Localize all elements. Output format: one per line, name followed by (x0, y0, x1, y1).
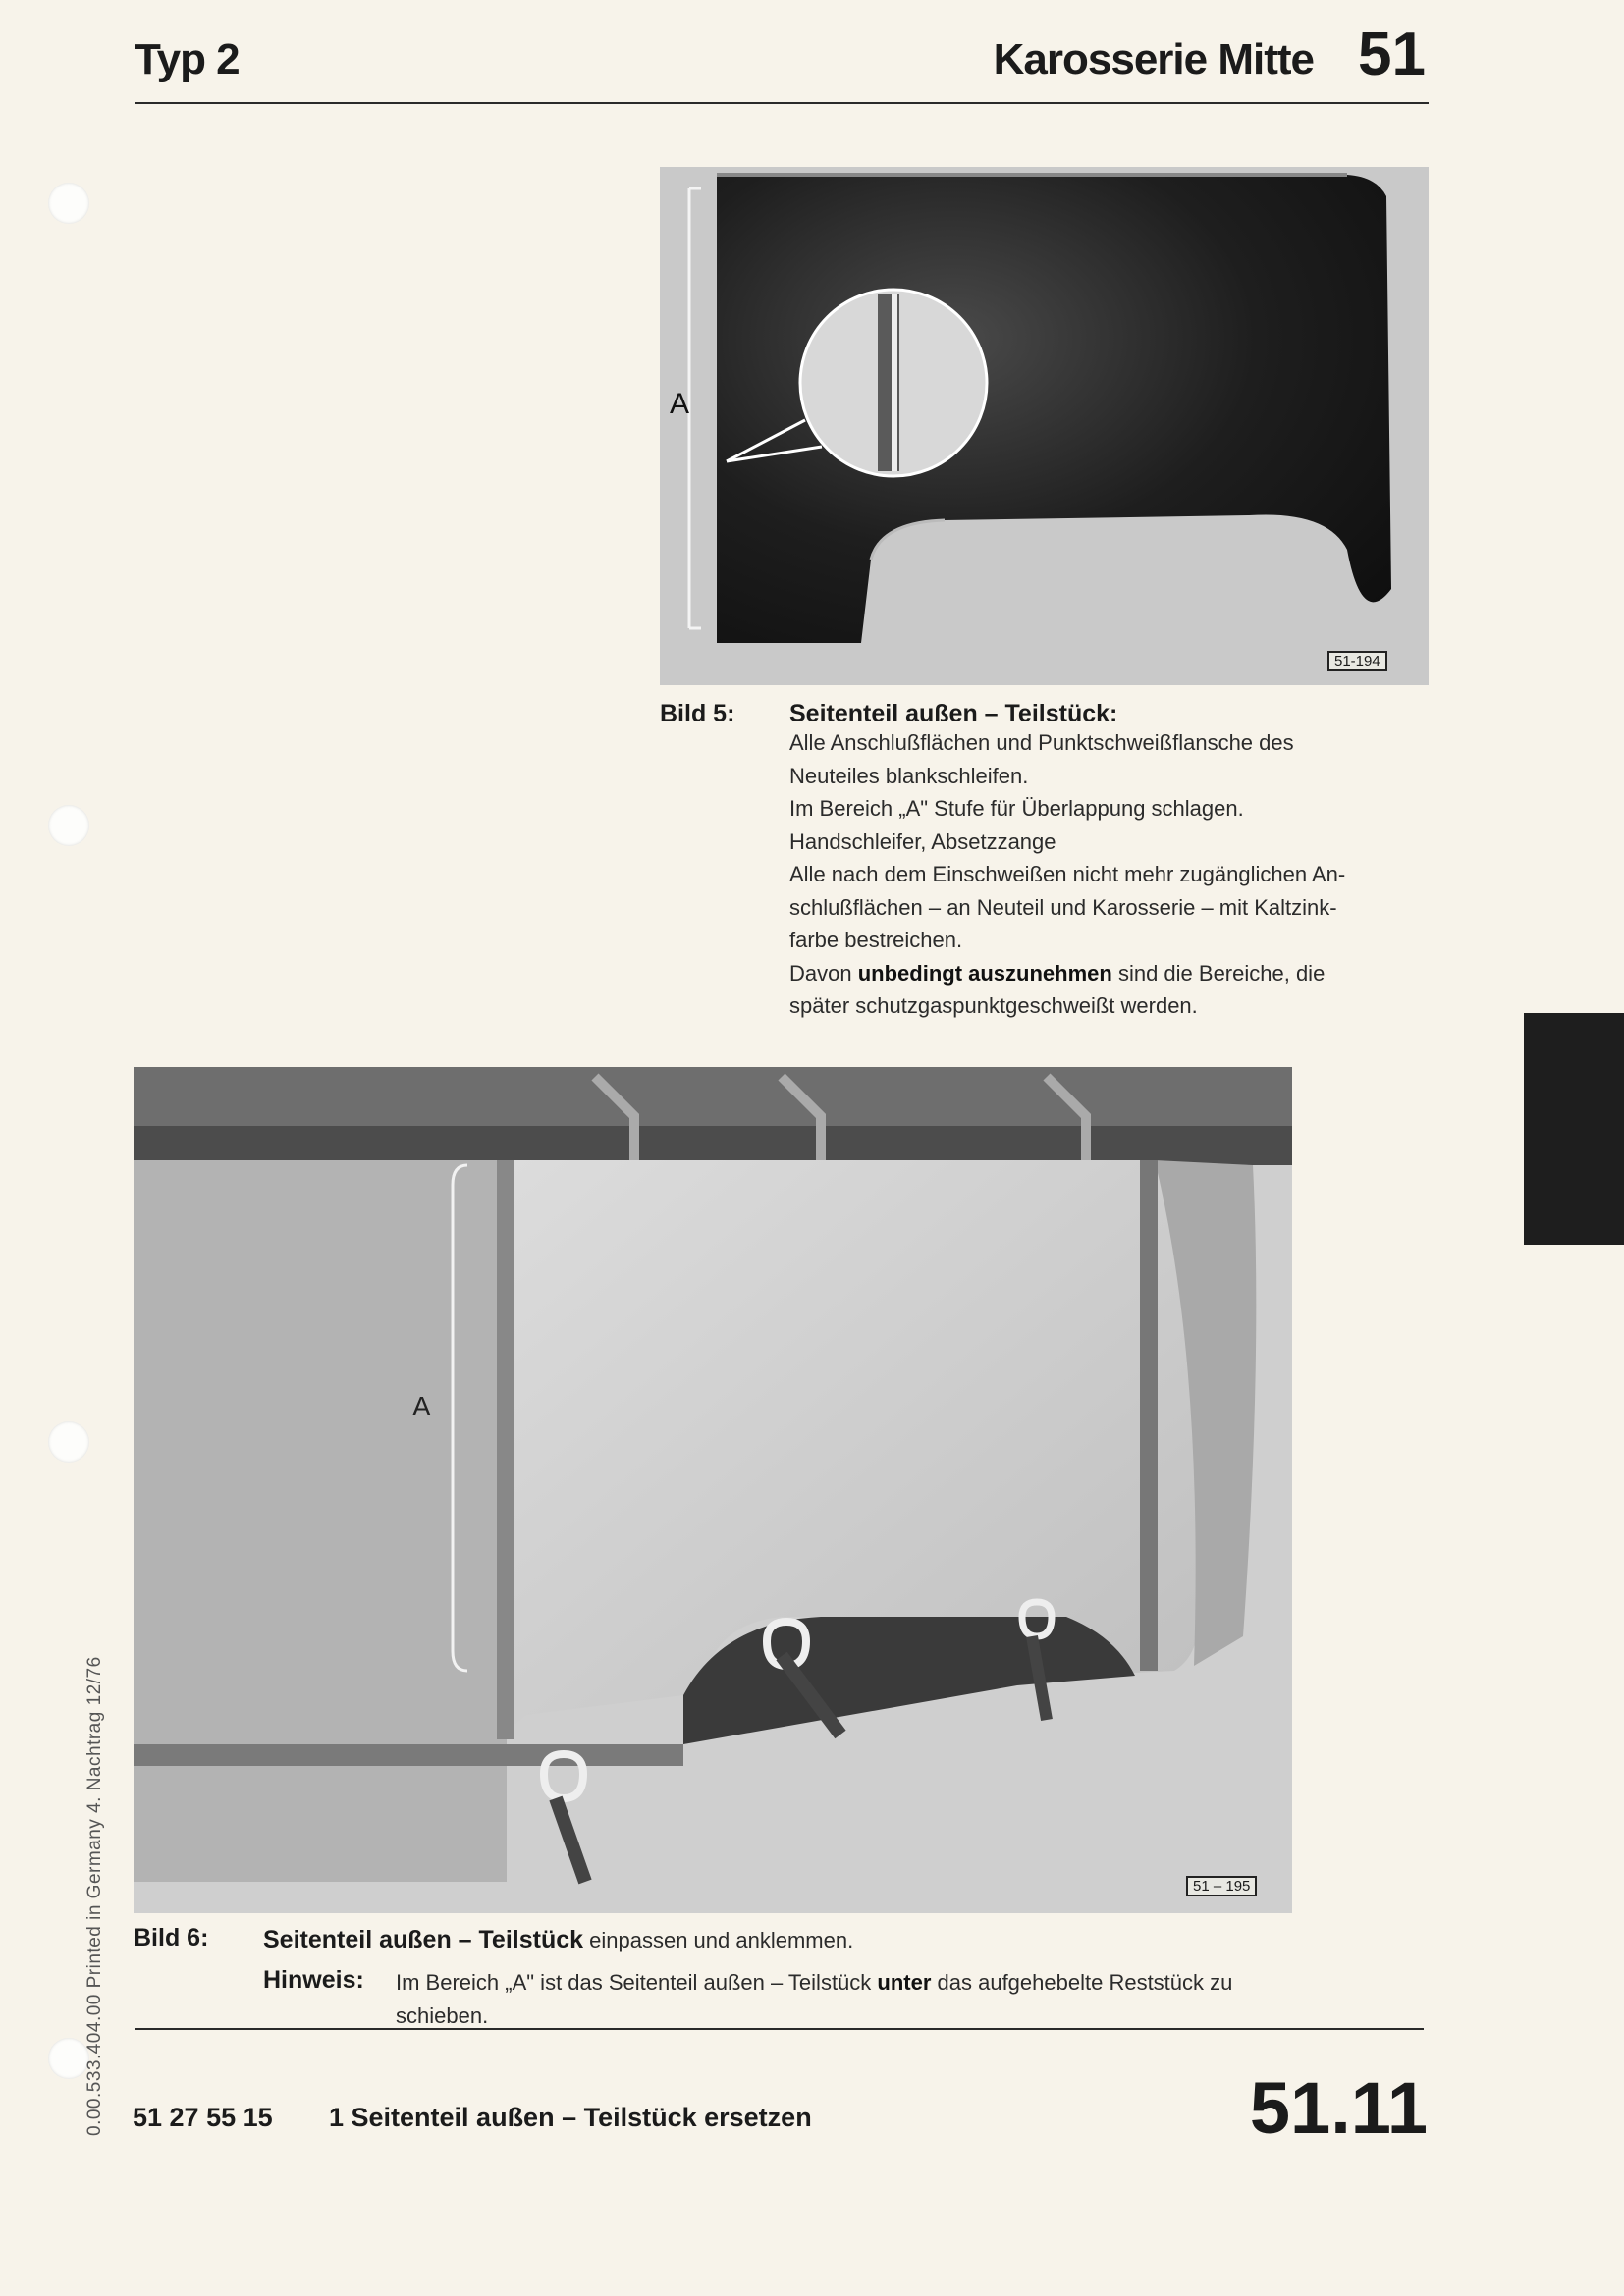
punch-hole (48, 183, 89, 224)
note-label: Hinweis: (263, 1966, 364, 1994)
figure-5-title: Seitenteil außen – Teilstück: (789, 700, 1118, 727)
print-info: 0.00.533.404.00 Printed in Germany 4. Nachtrag 12/76 (84, 1656, 105, 2136)
page-number: 51.11 (1249, 2067, 1428, 2149)
caption-text: sind die Bereiche, die (1111, 960, 1326, 986)
figure-5-label: Bild 5: (660, 700, 735, 727)
figure-5-photo (660, 167, 1429, 685)
caption-line: Handschleifer, Absetzzange (789, 828, 1056, 854)
caption-line: Im Bereich „A" Stufe für Überlappung schlagen. (789, 796, 1244, 821)
figure-6-title-bold: Seitenteil außen – Teilstück (263, 1926, 584, 1953)
operation-title: 1 Seitenteil außen – Teilstück ersetzen (329, 2103, 812, 2132)
caption-line: später schutzgaspunktgeschweißt werden. (789, 993, 1198, 1018)
section-tab (1524, 1013, 1624, 1245)
figure-6-title (263, 1924, 853, 1957)
caption-line: Alle nach dem Einschweißen nicht mehr zugänglichen An- (789, 862, 1346, 886)
figure-6-ref: 51 – 195 (1186, 1876, 1257, 1896)
caption-emphasis: unbedingt auszunehmen (857, 960, 1112, 986)
caption-line: schlußflächen – an Neuteil und Karosserie – mit Kaltzink- (789, 894, 1337, 920)
model-title: Typ 2 (135, 35, 240, 83)
caption-line: Alle Anschlußflächen und Punktschweißflansche des (789, 730, 1294, 755)
punch-hole (48, 1421, 89, 1463)
punch-hole (48, 2038, 89, 2079)
section-title: Karosserie Mitte (993, 35, 1314, 83)
operation-code: 51 27 55 15 (133, 2103, 273, 2132)
figure-5-caption (789, 726, 1437, 1023)
punch-hole (48, 805, 89, 846)
caption-line: farbe bestreichen. (789, 928, 963, 952)
figure-6-label: Bild 6: (134, 1924, 209, 1951)
note-segment: das aufgehebelte Reststück zu (931, 1970, 1233, 1995)
caption-line: Neuteiles blankschleifen. (789, 763, 1029, 788)
note-line (396, 1966, 1378, 2000)
note-line: schieben. (396, 2003, 489, 2028)
figure-5-marker: A (670, 388, 690, 420)
caption-text: Davon (789, 960, 858, 986)
note-emphasis: unter (877, 1970, 932, 1995)
footer-rule (135, 2028, 1424, 2030)
figure-6-marker: A (412, 1391, 431, 1421)
header-rule (135, 102, 1429, 104)
section-number: 51 (1358, 21, 1426, 88)
note-text (396, 1966, 1378, 2033)
figure-6-title-rest: einpassen und anklemmen. (583, 1928, 854, 1952)
figure-6-photo (134, 1067, 1292, 1913)
note-segment: Im Bereich „A" ist das Seitenteil außen – Teilstück (396, 1970, 878, 1995)
caption-line (789, 957, 1437, 990)
figure-5-ref: 51-194 (1327, 651, 1387, 671)
